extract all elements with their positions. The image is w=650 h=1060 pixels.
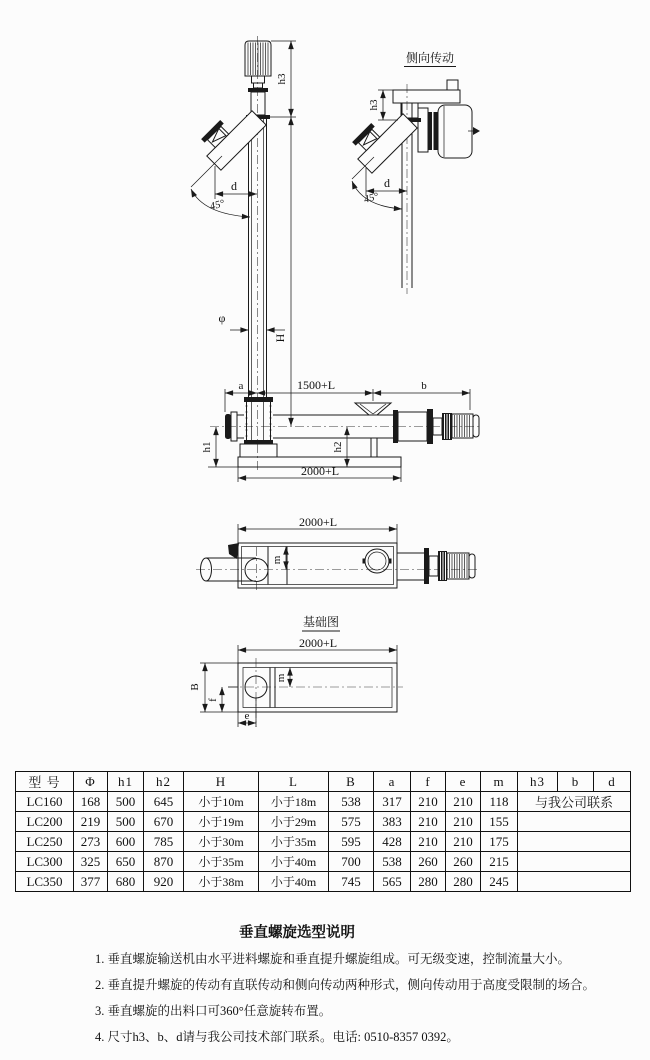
dim-2000L-foundation — [238, 636, 397, 663]
dim-label-m-foundation: m — [275, 673, 287, 683]
dim-label-f: f — [207, 698, 219, 702]
table-row — [16, 852, 631, 872]
cell: 219 — [74, 812, 108, 832]
cell-empty — [518, 872, 631, 892]
dim-label-d: d — [231, 179, 237, 193]
cell: 168 — [74, 792, 108, 812]
spec-table — [15, 771, 631, 892]
dim-label-h3-side: h3 — [368, 99, 380, 111]
col-header-d: d — [594, 772, 631, 792]
plan-motor-icon — [397, 548, 475, 584]
cell: 215 — [481, 852, 518, 872]
cell: 小于38m — [184, 872, 259, 892]
cell: 260 — [411, 852, 446, 872]
note-item-1: 1. 垂直螺旋输送机由水平进料螺旋和垂直提升螺旋组成。可无级变速，控制流量大小。 — [95, 952, 571, 966]
cell-model: LC300 — [16, 852, 74, 872]
notes-title: 垂直螺旋选型说明 — [239, 925, 355, 941]
cell: 210 — [446, 812, 481, 832]
dim-label-h3: h3 — [276, 73, 288, 85]
plan-view — [196, 515, 480, 592]
cell: 245 — [481, 872, 518, 892]
dim-h2 — [332, 427, 347, 467]
dim-label-45deg: 45° — [208, 198, 226, 213]
col-header-f: f — [411, 772, 446, 792]
dim-label-a: a — [238, 380, 244, 392]
side-motor-icon — [418, 105, 480, 158]
cell: 小于35m — [259, 832, 329, 852]
cell: 538 — [329, 792, 374, 812]
col-header-B: B — [329, 772, 374, 792]
note-item-2: 2. 垂直提升螺旋的传动有直联传动和侧向传动两种形式，侧向传动用于高度受限制的场合。 — [95, 978, 596, 992]
cell: 785 — [144, 832, 184, 852]
dim-label-d-side: d — [384, 176, 390, 190]
dim-label-45deg-side: 45° — [362, 191, 380, 206]
col-header-h1: h1 — [108, 772, 144, 792]
dim-label-1500L: 1500+L — [296, 378, 336, 392]
cell: 428 — [374, 832, 411, 852]
cell-empty — [518, 812, 631, 832]
dim-m-foundation — [275, 668, 290, 688]
cell: 210 — [411, 792, 446, 812]
vertical-motor-icon — [245, 41, 271, 119]
cell: 小于18m — [259, 792, 329, 812]
table-row — [16, 792, 631, 812]
col-header-phi: Φ — [74, 772, 108, 792]
cell: 小于40m — [259, 872, 329, 892]
dim-label-h1: h1 — [201, 441, 213, 453]
cell: 500 — [108, 812, 144, 832]
cell: 317 — [374, 792, 411, 812]
cell: 小于19m — [184, 812, 259, 832]
cell-empty — [518, 832, 631, 852]
cell: 273 — [74, 832, 108, 852]
side-drive-view — [346, 50, 480, 294]
cell: 325 — [74, 852, 108, 872]
foundation-view — [189, 614, 403, 727]
col-header-e: e — [446, 772, 481, 792]
dim-H — [273, 117, 291, 426]
dim-label-H: H — [273, 333, 287, 343]
cell: 650 — [108, 852, 144, 872]
discharge-spout-side — [346, 102, 417, 173]
cell: 575 — [329, 812, 374, 832]
cell: 920 — [144, 872, 184, 892]
cell: 700 — [329, 852, 374, 872]
cell: 645 — [144, 792, 184, 812]
cell: 210 — [446, 792, 481, 812]
cell: 118 — [481, 792, 518, 812]
dim-m-plan — [271, 547, 286, 570]
col-header-model: 型 号 — [16, 772, 74, 792]
dim-h3 — [270, 41, 296, 117]
cell: 210 — [446, 832, 481, 852]
cell: 小于40m — [259, 852, 329, 872]
cell: 155 — [481, 812, 518, 832]
note-item-4: 4. 尺寸h3、b、d请与我公司技术部门联系。电话: 0510-8357 0392。 — [95, 1030, 459, 1044]
cell: 小于35m — [184, 852, 259, 872]
dim-label-2000L-foundation: 2000+L — [298, 636, 338, 650]
col-header-a: a — [374, 772, 411, 792]
col-header-L: L — [259, 772, 329, 792]
foundation-title: 基础图 — [302, 615, 340, 629]
side-view-title: 侧向传动 — [405, 51, 455, 65]
cell: 600 — [108, 832, 144, 852]
cell: 670 — [144, 812, 184, 832]
cell: 210 — [411, 812, 446, 832]
dim-chain-top — [225, 378, 470, 412]
dim-label-m-plan: m — [271, 555, 283, 565]
cell: 870 — [144, 852, 184, 872]
cell: 210 — [411, 832, 446, 852]
feed-hopper — [355, 403, 391, 415]
dim-label-phi: φ — [218, 311, 226, 325]
cell: 538 — [374, 852, 411, 872]
cell: 377 — [74, 872, 108, 892]
col-header-h3: h3 — [518, 772, 558, 792]
dim-label-b: b — [421, 380, 427, 392]
dim-label-2000L: 2000+L — [300, 464, 340, 478]
cell: 280 — [446, 872, 481, 892]
cell: 小于30m — [184, 832, 259, 852]
cell: 175 — [481, 832, 518, 852]
table-row — [16, 812, 631, 832]
dim-label-e: e — [244, 710, 250, 722]
col-header-b: b — [558, 772, 594, 792]
cell: 小于29m — [259, 812, 329, 832]
cell: 595 — [329, 832, 374, 852]
cell-model: LC160 — [16, 792, 74, 812]
selection-notes — [0, 920, 650, 1050]
cell-empty — [518, 852, 631, 872]
bellows-dots — [246, 405, 272, 437]
cell-model: LC350 — [16, 872, 74, 892]
dim-B — [189, 663, 238, 712]
cell: 745 — [329, 872, 374, 892]
table-row — [16, 872, 631, 892]
dim-2000L-plan — [238, 515, 397, 543]
cell: 565 — [374, 872, 411, 892]
cell: 383 — [374, 812, 411, 832]
cell: 680 — [108, 872, 144, 892]
cell-model: LC200 — [16, 812, 74, 832]
cell-contact-note: 与我公司联系 — [518, 792, 631, 812]
horizontal-conveyor — [210, 397, 480, 467]
dim-label-h2: h2 — [332, 441, 344, 453]
dim-f — [207, 687, 238, 712]
cell: 500 — [108, 792, 144, 812]
col-header-H: H — [184, 772, 259, 792]
note-item-3: 3. 垂直螺旋的出料口可360°任意旋转布置。 — [95, 1004, 332, 1018]
table-row — [16, 832, 631, 852]
table-header-row — [16, 772, 631, 792]
col-header-h2: h2 — [144, 772, 184, 792]
cell: 260 — [446, 852, 481, 872]
discharge-spout — [195, 99, 266, 170]
dim-h1 — [201, 427, 238, 467]
cell: 280 — [411, 872, 446, 892]
cell-model: LC250 — [16, 832, 74, 852]
cell: 小于10m — [184, 792, 259, 812]
dim-label-B: B — [189, 683, 201, 691]
dim-label-2000L-plan: 2000+L — [298, 515, 338, 529]
col-header-m: m — [481, 772, 518, 792]
